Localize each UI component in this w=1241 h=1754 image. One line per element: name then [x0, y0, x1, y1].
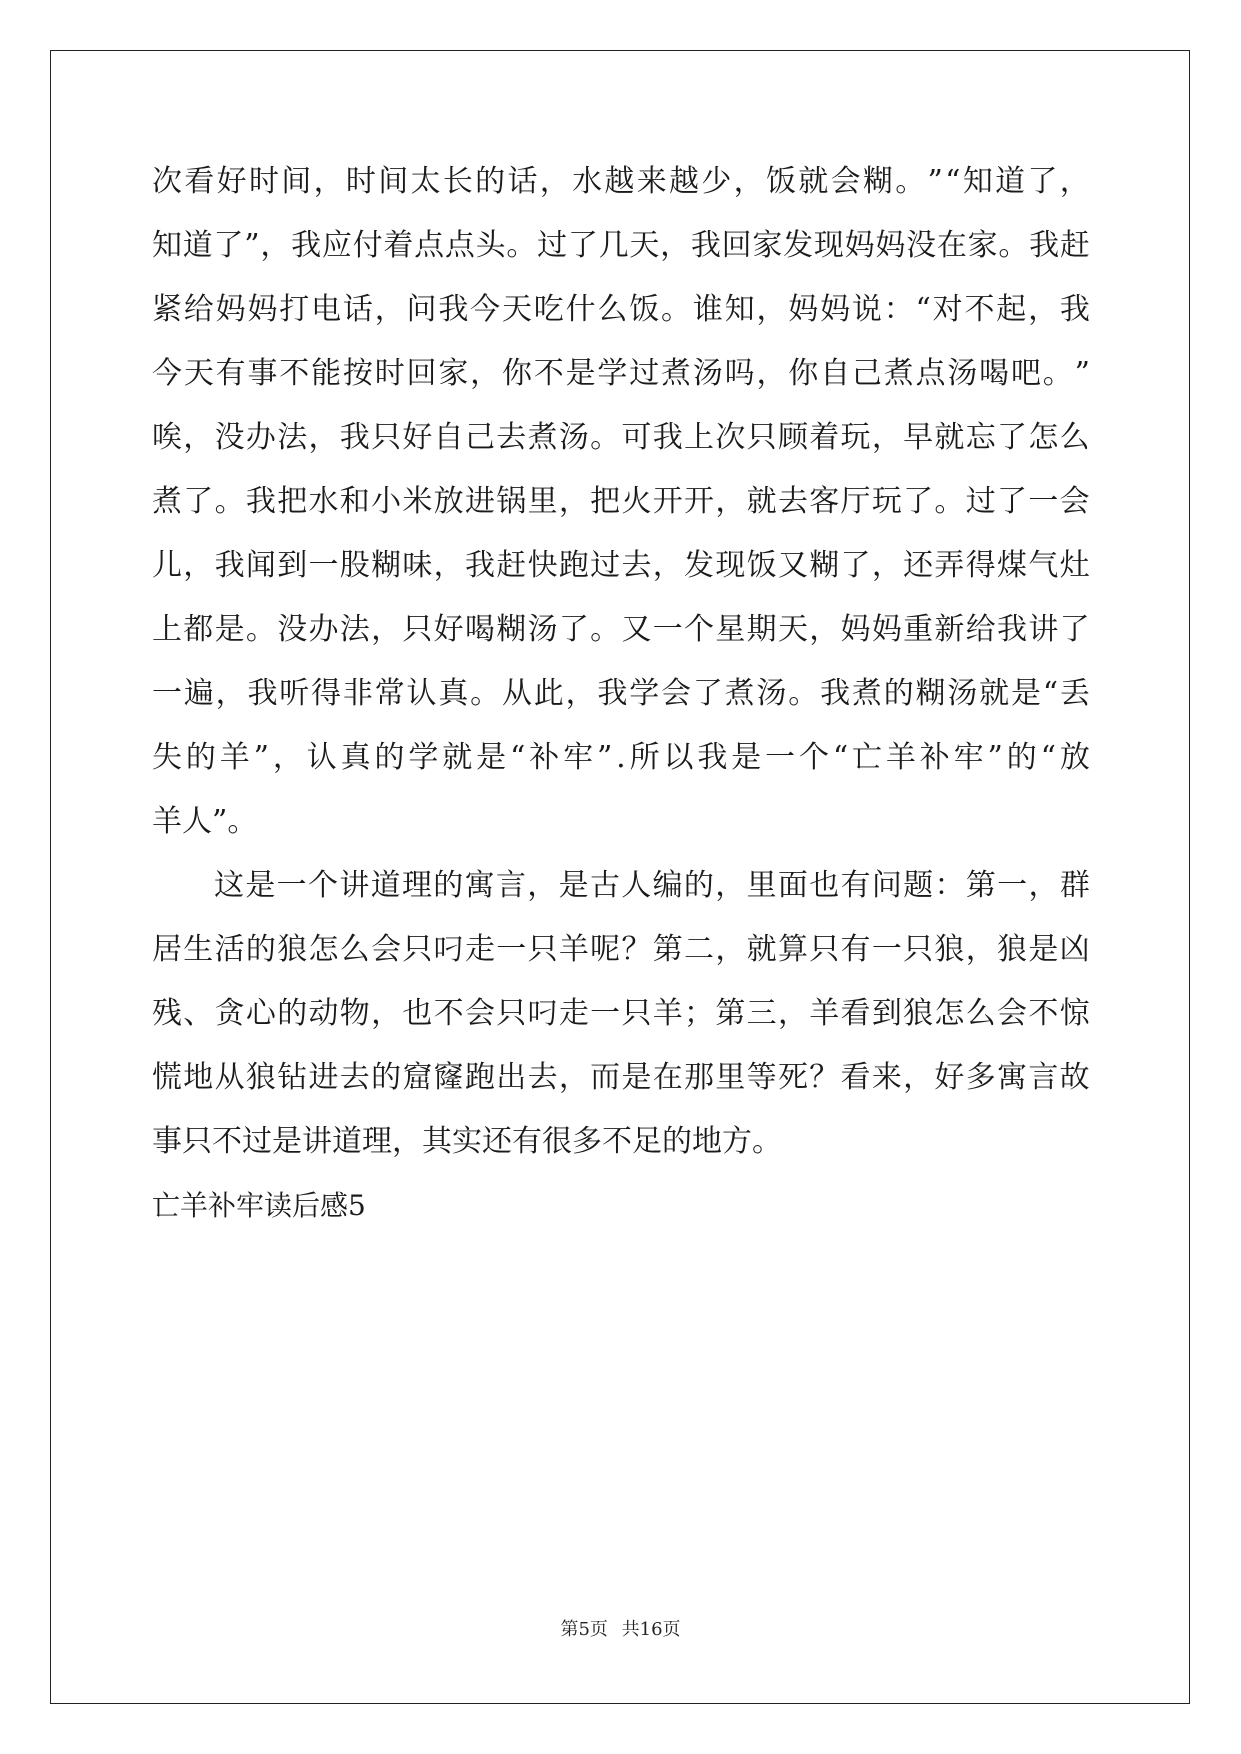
paragraph-line: 事只不过是讲道理，其实还有很多不足的地方。 [152, 1124, 782, 1159]
paragraph-line: 知 道 了 ” ， 我 应 付 着 点 点 头 。 过 了 几 天 ， 我 回 家 发 现 妈 妈 没 在 家 。 我 赶 [152, 228, 1090, 263]
paragraph-line: 失 的 羊 ” ， 认 真 的 学 就 是 “ 补 牢 ” . 所 以 我 是 一 个 “ 亡 羊 补 牢 ” 的 “ 放 [152, 740, 1090, 775]
page-total: 共16页 [621, 1619, 681, 1640]
paragraph-line: 煮 了 。 我 把 水 和 小 米 放 进 锅 里 ， 把 火 开 开 ， 就 去 客 厅 玩 了 。 过 了 一 会 [152, 484, 1090, 519]
paragraph-line: 唉 ， 没 办 法 ， 我 只 好 自 己 去 煮 汤 。 可 我 上 次 只 顾 着 玩 ， 早 就 忘 了 怎 么 [152, 420, 1090, 455]
paragraph-line: 一 遍 ， 我 听 得 非 常 认 真 。 从 此 ， 我 学 会 了 煮 汤 。 我 煮 的 糊 汤 就 是 “ 丢 [152, 676, 1090, 711]
paragraph-line: 居 生 活 的 狼 怎 么 会 只 叼 走 一 只 羊 呢 ？ 第 二 ， 就 算 只 有 一 只 狼 ， 狼 是 凶 [152, 932, 1090, 967]
paragraph-line: 次 看 好 时 间 ， 时 间 太 长 的 话 ， 水 越 来 越 少 ， 饭 就 会 糊 。 ” “ 知 道 了 ， [152, 164, 1090, 199]
paragraph-line: 紧 给 妈 妈 打 电 话 ， 问 我 今 天 吃 什 么 饭 。 谁 知 ， 妈 妈 说 ： “ 对 不 起 ， 我 [152, 292, 1090, 327]
paragraph-line: 这 是 一 个 讲 道 理 的 寓 言 ， 是 古 人 编 的 ， 里 面 也 有 问 题 ： 第 一 ， 群 [214, 868, 1090, 903]
paragraph-line: 残 、 贪 心 的 动 物 ， 也 不 会 只 叼 走 一 只 羊 ； 第 三 ， 羊 看 到 狼 怎 么 会 不 惊 [152, 996, 1090, 1031]
paragraph-line: 慌 地 从 狼 钻 进 去 的 窟 窿 跑 出 去 ， 而 是 在 那 里 等 死 ？ 看 来 ， 好 多 寓 言 故 [152, 1060, 1090, 1095]
paragraph-line: 儿 ， 我 闻 到 一 股 糊 味 ， 我 赶 快 跑 过 去 ， 发 现 饭 又 糊 了 ， 还 弄 得 煤 气 灶 [152, 548, 1090, 583]
page-footer [0, 1615, 1241, 1641]
document-body [152, 150, 1090, 1238]
paragraph-line: 上 都 是 。 没 办 法 ， 只 好 喝 糊 汤 了 。 又 一 个 星 期 天 ， 妈 妈 重 新 给 我 讲 了 [152, 612, 1090, 647]
page-number: 第5页 [560, 1619, 608, 1640]
paragraph-line: 羊人”。 [152, 804, 258, 839]
section-heading: 亡羊补牢读后感5 [152, 1189, 366, 1222]
paragraph-line: 今 天 有 事 不 能 按 时 回 家 ， 你 不 是 学 过 煮 汤 吗 ， 你 自 己 煮 点 汤 喝 吧 。 ” [152, 356, 1090, 391]
